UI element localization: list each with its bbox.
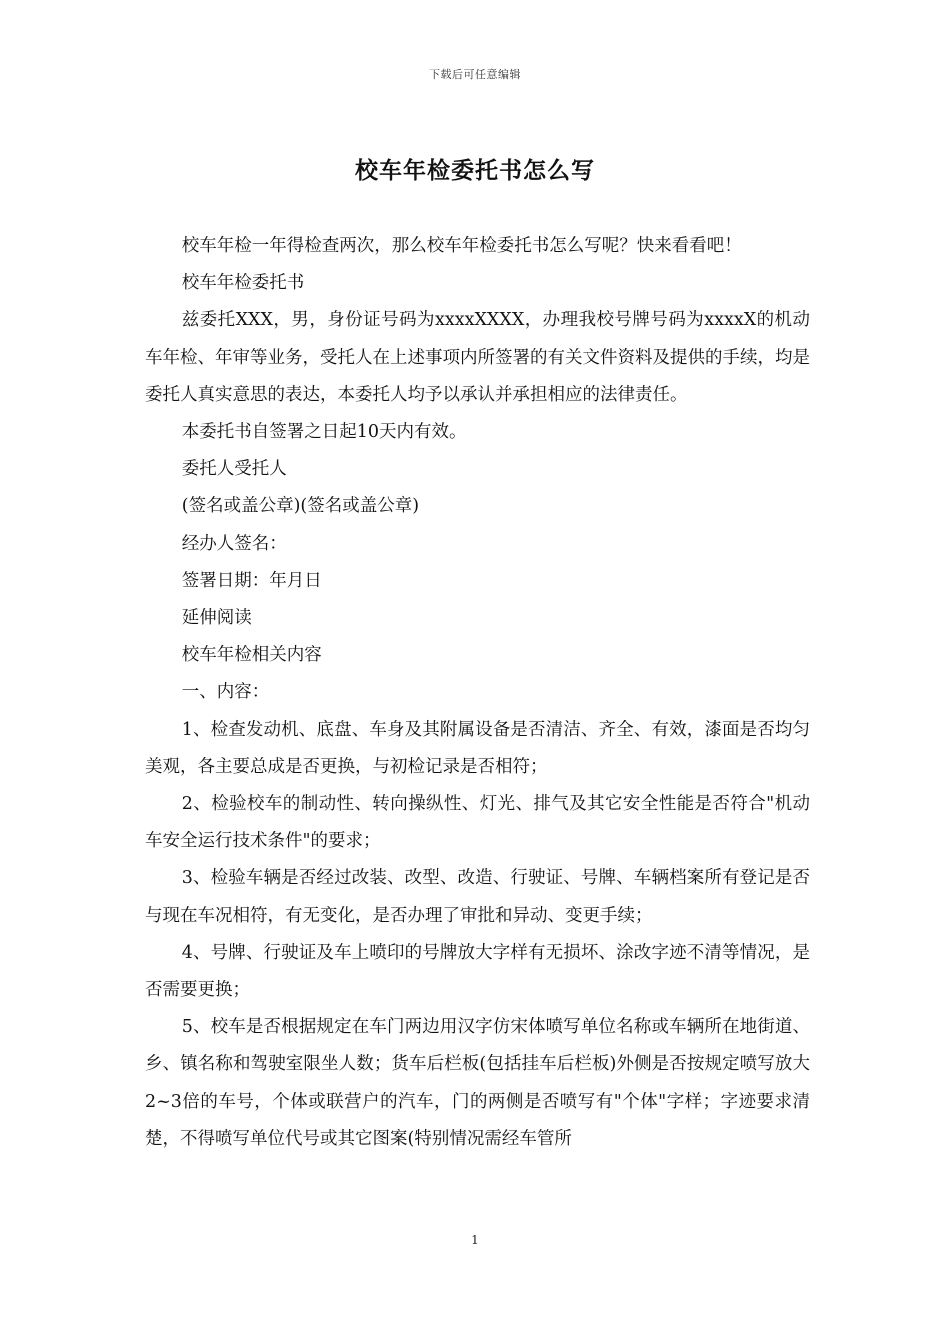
list-item: 2、检验校车的制动性、转向操纵性、灯光、排气及其它安全性能是否符合"机动车安全运行技术条件"的要求； (145, 794, 810, 852)
signature-line: (签名或盖公章)(签名或盖公章) (181, 496, 420, 517)
entrustment-paragraph: 兹委托XXX，男，身份证号码为xxxxXXXX，办理我校号牌号码为xxxxX的机动车年检、年审等业务，受托人在上述事项内所签署的有关文件资料及提供的手续，均是委托人真实意思的表达，本委托人均予以承认并承担相应的法律责任。 (145, 310, 810, 405)
content-section-heading: 一、内容： (181, 682, 270, 703)
extended-reading-heading: 延伸阅读 (181, 608, 252, 629)
related-content-heading: 校车年检相关内容 (181, 645, 322, 666)
section-heading: 校车年检委托书 (181, 273, 305, 294)
document-title: 校车年检委托书怎么写 (355, 157, 595, 184)
header-note: 下载后可任意编辑 (429, 68, 521, 81)
page-number: 1 (471, 1233, 479, 1247)
list-item: 1、检查发动机、底盘、车身及其附属设备是否清洁、齐全、有效，漆面是否均匀美观，各主要总成是否更换，与初检记录是否相符； (145, 719, 810, 777)
list-item: 3、检验车辆是否经过改装、改型、改造、行驶证、号牌、车辆档案所有登记是否与现在车况相符，有无变化，是否办理了审批和异动、变更手续； (145, 868, 810, 926)
list-item: 5、校车是否根据规定在车门两边用汉字仿宋体喷写单位名称或车辆所在地街道、乡、镇名称和驾驶室限坐人数；货车后栏板(包括挂车后栏板)外侧是否按规定喷写放大2~3倍的车号，个体或联营户的汽车，门的两侧是否喷写有"个体"字样；字迹要求清楚，不得喷写单位代号或其它图案(特别情况需经车管所 (145, 1017, 810, 1149)
handler-signature-line: 经办人签名： (181, 533, 287, 554)
intro-paragraph: 校车年检一年得检查两次，那么校车年检委托书怎么写呢？快来看看吧！ (181, 236, 742, 256)
validity-paragraph: 本委托书自签署之日起10天内有效。 (181, 422, 467, 443)
sign-date-line: 签署日期：年月日 (181, 570, 322, 591)
list-item: 4、号牌、行驶证及车上喷印的号牌放大字样有无损坏、涂改字迹不清等情况，是否需要更换； (145, 942, 810, 1001)
parties-line: 委托人受托人 (181, 459, 287, 480)
document-body (145, 228, 810, 1158)
